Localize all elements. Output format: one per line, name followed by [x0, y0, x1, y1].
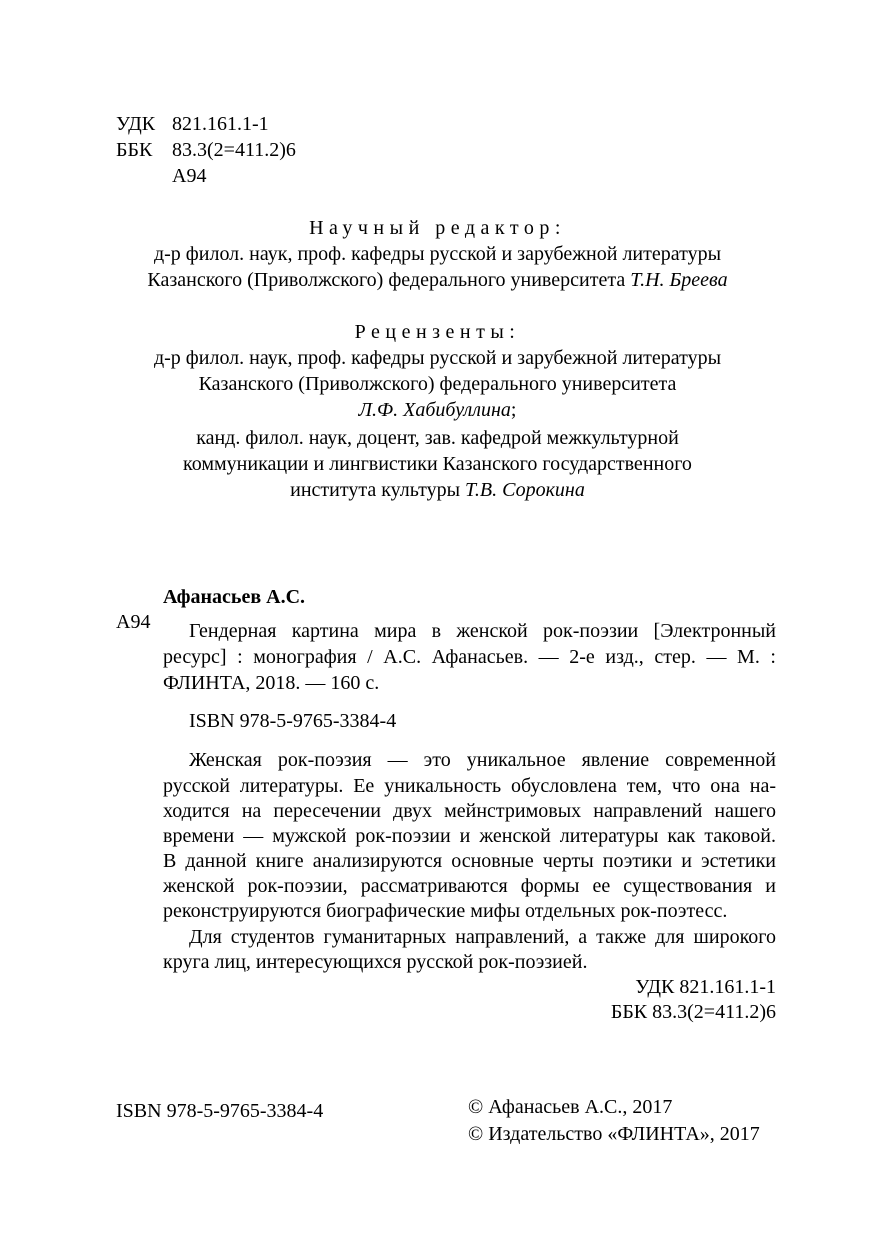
scientific-editor-line1: д-р филол. наук, проф. кафедры русской и зарубежной литературы: [153, 243, 722, 265]
reviewer2-line3: [0, 477, 875, 503]
audience-line2: круга лиц, интересующихся русской рок-поэзией.: [163, 951, 588, 973]
reviewer2-name: Т.В. Сорокина: [465, 479, 585, 501]
udk-label: УДК: [116, 113, 156, 135]
udk-value: 821.161.1-1: [172, 113, 269, 135]
udk-code-line: [116, 111, 269, 137]
catalog-udk-footer: УДК 821.161.1-1: [635, 976, 776, 998]
scientific-editor-heading: Научный редактор:: [309, 217, 566, 239]
copyright-author: © Афанасьев А.С., 2017: [468, 1096, 673, 1118]
book-title-line3: ФЛИНТА, 2018. — 160 с.: [163, 672, 380, 694]
reviewers-heading: Рецензенты:: [354, 321, 521, 343]
abstract-line: русской литературы. Ее уникальность обусловлена тем, что она на-: [163, 775, 776, 797]
catalog-isbn: ISBN 978-5-9765-3384-4: [189, 710, 397, 732]
footer-isbn: ISBN 978-5-9765-3384-4: [116, 1100, 324, 1122]
reviewer1-line2: Казанского (Приволжского) федерального университета: [198, 373, 677, 395]
copyright-publisher: © Издательство «ФЛИНТА», 2017: [468, 1123, 760, 1145]
reviewer2-affiliation: института культуры: [290, 479, 461, 501]
author-heading: Афанасьев А.С.: [163, 586, 306, 608]
bbk-value: 83.3(2=411.2)6: [172, 139, 296, 161]
abstract-line: времени — мужской рок-поэзии и женской литературы как таковой.: [163, 825, 776, 847]
reviewer1-name-line: [0, 397, 875, 423]
scientific-editor-line2: [0, 267, 875, 293]
reviewer2-line1: канд. филол. наук, доцент, зав. кафедрой межкультурной: [196, 427, 679, 449]
reviewer2-line2: коммуникации и лингвистики Казанского государственного: [183, 453, 692, 475]
scientific-editor-affiliation: Казанского (Приволжского) федерального университета: [147, 269, 626, 291]
book-title-line1: Гендерная картина мира в женской рок-поэзии [Электронный: [189, 620, 776, 642]
scientific-editor-name: Т.Н. Бреева: [630, 269, 728, 291]
abstract-line: ходится на пересечении двух мейнстримовых направлений нашего: [163, 800, 776, 822]
abstract-line: реконструируются биографические мифы отдельных рок-поэтесс.: [163, 900, 728, 922]
reviewer1-separator: ;: [510, 399, 517, 421]
reviewer1-name: Л.Ф. Хабибуллина: [358, 399, 511, 421]
bbk-label: ББК: [116, 139, 153, 161]
bbk-code-line: [116, 137, 296, 163]
catalog-bbk-footer: ББК 83.3(2=411.2)6: [610, 1001, 776, 1023]
abstract-line: женской рок-поэзии, рассматриваются формы ее существования и: [163, 875, 776, 897]
abstract-line: В данной книге анализируются основные черты поэтики и эстетики: [163, 850, 776, 872]
catalog-author-mark: А94: [116, 611, 151, 633]
reviewer1-line1: д-р филол. наук, проф. кафедры русской и зарубежной литературы: [153, 347, 722, 369]
audience-line1: Для студентов гуманитарных направлений, а также для широкого: [189, 926, 776, 948]
abstract-line: Женская рок-поэзия — это уникальное явление современной: [189, 749, 776, 771]
header-author-mark: А94: [172, 165, 207, 187]
book-title-line2: ресурс] : монография / А.С. Афанасьев. — 2-е изд., стер. — М. :: [163, 646, 776, 668]
